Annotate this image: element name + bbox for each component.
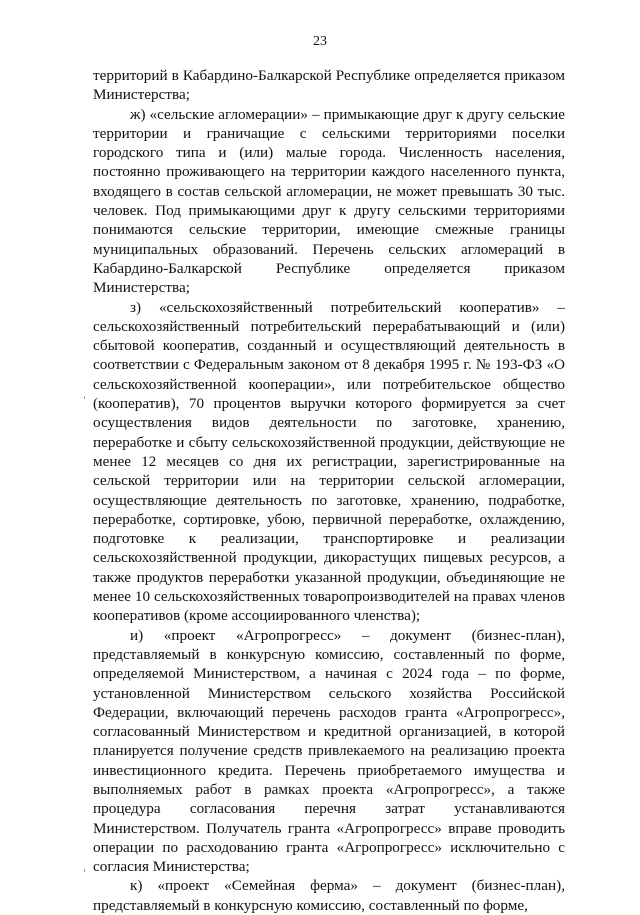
paragraph-family-farm-project: к) «проект «Семейная ферма» – документ (бизнес-план), представляемый в конкурсную комиссию, составленный по форме, (93, 877, 565, 914)
page-number: 23 (313, 34, 327, 49)
paragraph-agroprogress-project: и) «проект «Агропрогресс» – документ (бизнес-план), представляемый в конкурсную комиссию, составленный по форме, определяемой Министерством, а начиная с 2024 года – по форме, установленной Министерством сельского хозяйства Российской Федерации, включающий перечень расходов гранта «Агропрогресс», согласованный Министерством и кредитной организацией, в которой планируется получение средств привлекаемого на реализацию проекта инвестиционного кредита. Перечень приобретаемого имущества и выполняемых работ в рамках проекта «Агропрогресс», а также процедура согласования перечня затрат устанавливаются Министерством. Получатель гранта «Агропрогресс» вправе проводить операции по расходованию гранта «Агропрогресс» исключительно с согласия Министерства; (93, 626, 565, 876)
margin-mark (84, 396, 85, 399)
paragraph-continuation: территорий в Кабардино-Балкарской Республике определяется приказом Министерства; (93, 67, 565, 104)
paragraph-agricultural-cooperative: з) «сельскохозяйственный потребительский кооператив» – сельскохозяйственный потребительский перерабатывающий и (или) сбытовой кооператив, созданный и осуществляющий деятельность в соответствии с Федеральным законом от 8 декабря 1995 г. № 193-ФЗ «О сельскохозяйственной кооперации», или потребительское общество (кооператив), 70 процентов выручки которого формируется за счет осуществления видов деятельности по заготовке, хранению, переработке и сбыту сельскохозяйственной продукции, действующие не менее 12 месяцев со дня их регистрации, зарегистрированные на сельской территории или на территории сельской агломерации, осуществляющие деятельность по заготовке, хранению, подработке, переработке, сортировке, убою, первичной переработке, охлаждению, подготовке к реализации, транспортировке и реализации сельскохозяйственной продукции, дикорастущих пищевых ресурсов, а также продуктов переработки указанной продукции, объединяющие не менее 10 сельскохозяйственных товаропроизводителей на правах членов кооперативов (кроме ассоциированного членства); (93, 298, 565, 625)
paragraph-rural-agglomerations: ж) «сельские агломерации» – примыкающие друг к другу сельские территории и граничащие с сельскими территориями поселки городского типа и (или) малые города. Численность населения, постоянно проживающего на территории каждого населенного пункта, входящего в состав сельской агломерации, не может превышать 30 тыс. человек. Под примыкающими друг к другу сельскими территориями понимаются сельские территории, имеющие смежные границы муниципальных образований. Перечень сельских агломераций в Кабардино-Балкарской Республике определяется приказом Министерства; (93, 105, 565, 297)
document-body (93, 66, 565, 915)
margin-mark (84, 869, 85, 872)
